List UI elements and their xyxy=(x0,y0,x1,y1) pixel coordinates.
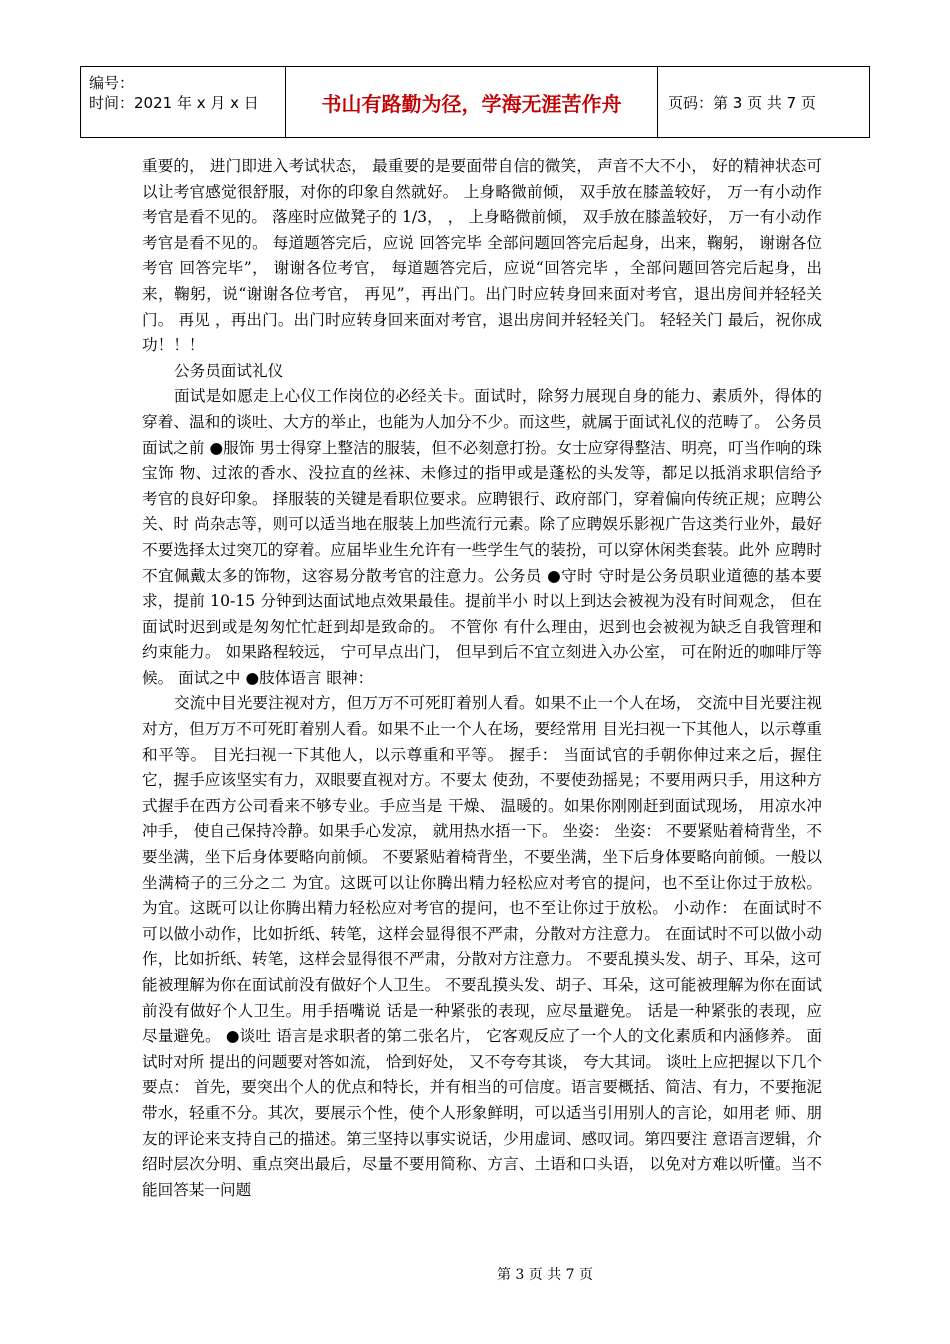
paragraph-etiquette: 面试是如愿走上心仪工作岗位的必经关卡。面试时，除努力展现自身的能力、素质外，得体的穿着、温和的谈吐、大方的举止，也能为人加分不少。而这些，就属于面试礼仪的范畴了。 公务员面试之前 ●服饰 男士得穿上整洁的服装，但不必刻意打扮。女士应穿得整洁、明亮，叮当作响的珠宝饰 物、过浓的香水、没拉直的丝袜、未修过的指甲或是蓬松的头发等，都足以抵消求职信给予 考官的良好印象。 择服装的关键是看职位要求。应聘银行、政府部门，穿着偏向传统正规；应聘公关、时 尚杂志等，则可以适当地在服装上加些流行元素。除了应聘娱乐影视广告这类行业外，最好 不要选择太过突兀的穿着。应届毕业生允许有一些学生气的装扮，可以穿休闲类套装。此外 应聘时不宜佩戴太多的饰物，这容易分散考官的注意力。公务员 ●守时 守时是公务员职业道德的基本要求，提前 10-15 分钟到达面试地点效果最佳。提前半小 时以上到达会被视为没有时间观念， 但在面试时迟到或是匆匆忙忙赶到却是致命的。 不管你 有什么理由，迟到也会被视为缺乏自我管理和约束能力。 如果路程较远， 宁可早点出门， 但早到后不宜立刻进入办公室， 可在附近的咖啡厅等候。 面试之中 ●肢体语言 眼神： xyxy=(142,387,822,687)
page-header xyxy=(80,66,870,138)
header-page-info: 页码：第 3 页 共 7 页 xyxy=(668,93,816,112)
document-date: 时间：2021 年 x 月 x 日 xyxy=(89,94,259,112)
page-footer: 第 3 页 共 7 页 xyxy=(496,1267,594,1283)
document-body xyxy=(142,154,822,1203)
section-title: 公务员面试礼仪 xyxy=(174,361,284,380)
paragraph-intro: 重要的， 进门即进入考试状态， 最重要的是要面带自信的微笑， 声音不大不小， 好的精神状态可以让考官感觉很舒服，对你的印象自然就好。 上身略微前倾， 双手放在膝盖较好， 万一有小动作考官是看不见的。 落座时应做凳子的 1/3， ， 上身略微前倾， 双手放在膝盖较好， 万一有小动作考官是看不见的。 每道题答完后，应说 回答完毕 全部问题回答完后起身，出来，鞠躬， 谢谢各位考官 回答完毕”， 谢谢各位考官， 每道题答完后，应说“回答完毕 ，全部问题回答完后起身，出来，鞠躬，说“谢谢各位考官， 再见”，再出门。出门时应转身回来面对考官，退出房间并轻轻关门。 再见 ，再出门。出门时应转身回来面对考官，退出房间并轻轻关门。 轻轻关门 最后，祝你成功！！！ xyxy=(142,157,822,355)
paragraph-body-language: 交流中目光要注视对方，但万万不可死盯着别人看。如果不止一个人在场， 交流中目光要注视对方，但万万不可死盯着别人看。如果不止一个人在场，要经常用 目光扫视一下其他人，以示尊重和平等。 目光扫视一下其他人，以示尊重和平等。 握手： 当面试官的手朝你伸过来之后，握住它，握手应该坚实有力，双眼要直视对方。不要太 使劲，不要使劲摇晃；不要用两只手，用这种方式握手在西方公司看来不够专业。手应当是 干燥、 温暖的。如果你刚刚赶到面试现场， 用凉水冲冲手， 使自己保持冷静。如果手心发凉， 就用热水捂一下。 坐姿： 坐姿： 不要紧贴着椅背坐，不要坐满，坐下后身体要略向前倾。 不要紧贴着椅背坐，不要坐满，坐下后身体要略向前倾。一般以坐满椅子的三分之二 为宜。这既可以让你腾出精力轻松应对考官的提问，也不至让你过于放松。 为宜。这既可以让你腾出精力轻松应对考官的提问，也不至让你过于放松。 小动作： 在面试时不可以做小动作，比如折纸、转笔，这样会显得很不严肃，分散对方注意力。 在面试时不可以做小动作，比如折纸、转笔，这样会显得很不严肃，分散对方注意力。 不要乱摸头发、胡子、耳朵，这可能被理解为你在面试前没有做好个人卫生。 不要乱摸头发、胡子、耳朵，这可能被理解为你在面试前没有做好个人卫生。用手捂嘴说 话是一种紧张的表现，应尽量避免。 话是一种紧张的表现，应尽量避免。 ●谈吐 语言是求职者的第二张名片， 它客观反应了一个人的文化素质和内涵修养。 面试时对所 提出的问题要对答如流， 恰到好处， 又不夸夸其谈， 夸大其词。 谈吐上应把握以下几个要点： 首先，要突出个人的优点和特长，并有相当的可信度。语言要概括、简洁、有力，不要拖泥 带水，轻重不分。其次，要展示个性，使个人形象鲜明，可以适当引用别人的言论，如用老 师、朋友的评论来支持自己的描述。第三坚持以事实说话，少用虚词、感叹词。第四要注 意语言逻辑，介绍时层次分明、重点突出最后，尽量不要用简称、方言、土语和口头语， 以免对方难以听懂。当不能回答某一问题 xyxy=(142,694,822,1199)
header-motto: 书山有路勤为径，学海无涯苦作舟 xyxy=(286,67,658,137)
header-meta xyxy=(81,67,286,137)
document-number-label: 编号： xyxy=(89,74,135,92)
